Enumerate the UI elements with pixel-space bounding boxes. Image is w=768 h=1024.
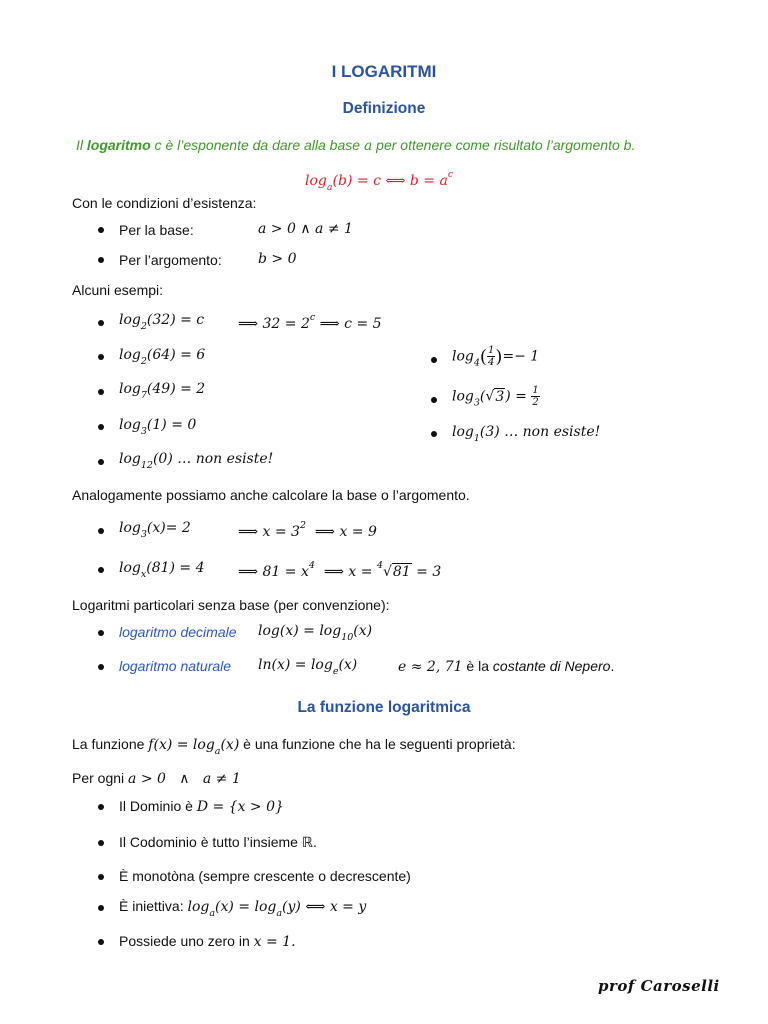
main-formula: $\log_a(b) = c$ ⟺ $b = a^c$ xyxy=(305,169,454,193)
bullet xyxy=(98,630,104,636)
examples-title: Alcuni esempi: xyxy=(72,282,164,298)
nepero-note: e ≈ 2, 71 è la costante di Nepero. xyxy=(398,658,615,675)
condition-arg-label: Per l’argomento: xyxy=(119,252,222,268)
example-log1-3: $\log_1(3)$ … non esiste! xyxy=(452,424,601,444)
bullet xyxy=(431,397,437,403)
bullet xyxy=(98,320,104,326)
decimal-log-label: logaritmo decimale xyxy=(119,624,237,640)
property-codomain: Il Codominio è tutto l’insieme ℝ. xyxy=(119,834,317,850)
page-title: I LOGARITMI xyxy=(331,62,437,81)
bullet xyxy=(98,528,104,534)
bullet xyxy=(431,431,437,437)
example-log3-sqrt3: $\log_3(√3)$ = $\frac{1}{2}$ xyxy=(452,385,539,409)
bullet xyxy=(98,905,104,911)
analog-title: Analogamente possiamo anche calcolare la base o l’argomento. xyxy=(72,487,470,503)
for-each-condition: Per ogni a > 0 ∧ a ≠ 1 xyxy=(72,770,241,787)
condition-arg-math: b > 0 xyxy=(258,251,297,267)
conditions-title: Con le condizioni d’esistenza: xyxy=(72,195,257,211)
natural-log-formula: $\ln(x) = \log_e(x)$ xyxy=(258,657,358,677)
analog-log3-x-result: ⟹ $x = 3^2$ ⟹ x = 9 xyxy=(238,520,377,540)
condition-base-math: a > 0 ∧ a ≠ 1 xyxy=(258,221,353,237)
bullet xyxy=(98,424,104,430)
example-log2-32-result: ⟹ $32 = 2^c$ ⟹ c = 5 xyxy=(238,312,382,332)
example-log3-1: $\log_3(1) = 0$ xyxy=(119,417,197,437)
example-log7-49: $\log_7(49) = 2$ xyxy=(119,381,206,401)
example-log2-32: $\log_2(32) = c$ xyxy=(119,312,205,332)
example-log12-0: $\log_{12}(0)$ … non esiste! xyxy=(119,451,274,471)
definition-text: Il logaritmo c è l’esponente da dare alla base a per ottenere come risultato l’argomento b. xyxy=(76,137,636,154)
bullet xyxy=(98,874,104,880)
bullet xyxy=(98,354,104,360)
bullet xyxy=(98,257,104,263)
bullet xyxy=(98,567,104,573)
section-funzione-logaritmica: La funzione logaritmica xyxy=(297,699,471,716)
bullet xyxy=(98,459,104,465)
analog-logx-81-result: ⟹ $81 = x^4$ ⟹ x = $^4$√81 = 3 xyxy=(238,560,442,580)
analog-log3-x: $\log_3(x)= 2$ xyxy=(119,520,191,540)
bullet xyxy=(431,357,437,363)
bullet xyxy=(98,227,104,233)
condition-base-label: Per la base: xyxy=(119,222,194,238)
decimal-log-formula: $\log(x) = \log_{10}(x)$ xyxy=(258,623,373,643)
bullet xyxy=(98,840,104,846)
section-definizione: Definizione xyxy=(342,100,426,117)
analog-logx-81: $\log_x(81) = 4$ xyxy=(119,560,205,580)
property-domain: Il Dominio è D = {x > 0} xyxy=(119,798,284,815)
bullet xyxy=(98,664,104,670)
bullet xyxy=(98,389,104,395)
natural-log-label: logaritmo naturale xyxy=(119,658,232,674)
example-log4-quarter: $\log_4$( $\frac{1}{4}$ )=− 1 xyxy=(452,345,540,369)
property-injective: È iniettiva: $\log_a(x) = \log_a(y)$ ⟺ x = y xyxy=(119,898,367,919)
bullet xyxy=(98,804,104,810)
author-signature: prof Caroselli xyxy=(598,977,720,995)
bullet xyxy=(98,939,104,945)
function-intro: La funzione $f(x) = \log_a(x)$ è una funzione che ha le seguenti proprietà: xyxy=(72,736,516,757)
property-zero: Possiede uno zero in x = 1. xyxy=(119,933,296,950)
example-log2-64: $\log_2(64) = 6$ xyxy=(119,347,206,367)
particular-title: Logaritmi particolari senza base (per convenzione): xyxy=(72,597,390,613)
property-monotone: È monotòna (sempre crescente o decrescente) xyxy=(119,868,411,884)
